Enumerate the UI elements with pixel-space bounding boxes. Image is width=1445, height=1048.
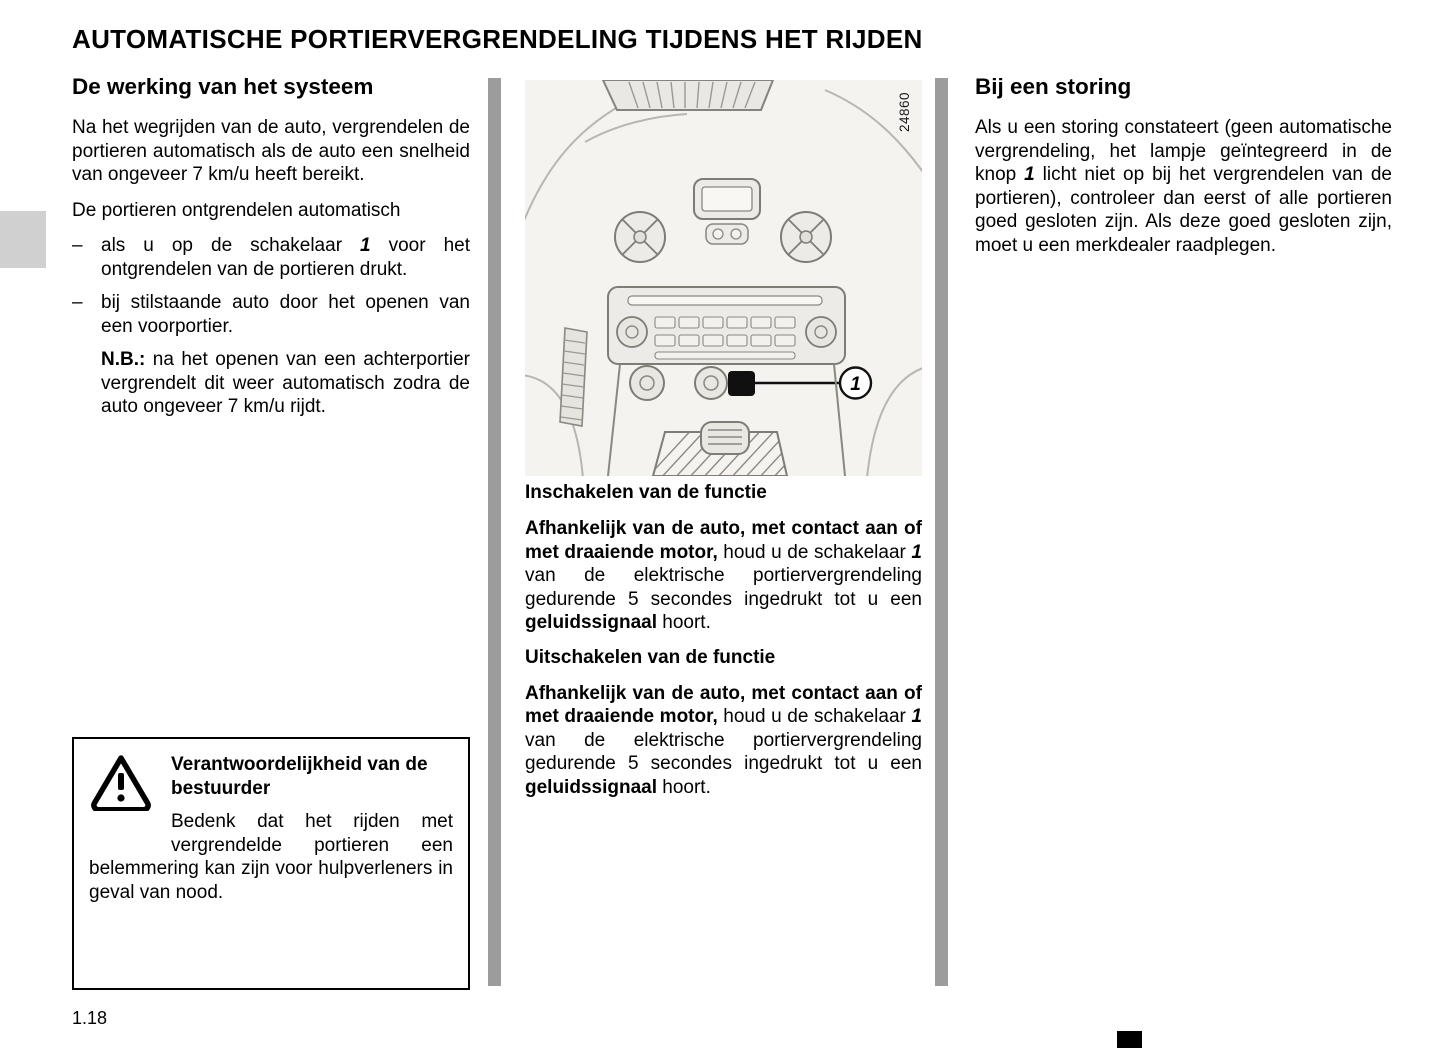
column-divider-right: [935, 78, 948, 986]
figure-background: [525, 80, 922, 476]
disable-text-2: van de elektrische portiervergrendeling gedurende 5 secondes ingedrukt tot u een: [525, 729, 922, 774]
figure-dashboard: [525, 80, 922, 476]
disable-text-1: houd u de schakelaar: [717, 706, 912, 727]
switch-number-ref: 1: [360, 235, 371, 256]
top-air-vent: [603, 80, 773, 110]
malfunction-text-pre: Als u een storing constateert (geen automatische vergrendeling, het lampje geïntegreerd in de knop: [975, 117, 1392, 185]
bullet-dash: –: [72, 235, 83, 256]
bullet-dash: –: [72, 292, 83, 313]
left-column: [72, 74, 470, 431]
section-heading-malfunction: Bij een storing: [975, 74, 1132, 99]
door-trim-strip: [560, 328, 587, 426]
switch-number-ref: 1: [911, 541, 922, 563]
subheading-disable: Uitschakelen van de functie: [525, 646, 776, 668]
figure-ref-number: 24860: [897, 91, 912, 132]
page-number: 1.18: [72, 1008, 108, 1028]
note-paragraph: [101, 348, 470, 419]
display-unit: [694, 179, 760, 219]
disable-bold-beep: geluidssignaal: [525, 776, 657, 798]
radio-right-knob: [806, 317, 836, 347]
enable-bold-condition: Afhankelijk van de auto, met contact aan of met draaiende motor,: [525, 518, 922, 563]
cd-slot: [628, 296, 822, 305]
enable-text-3: hoort.: [656, 612, 711, 633]
right-column: [975, 74, 1392, 269]
disable-bold-condition: Afhankelijk van de auto, met contact aan of met draaiende motor,: [525, 682, 922, 727]
warning-box: [72, 737, 470, 990]
note-label: N.B.:: [101, 349, 146, 370]
hazard-button-cluster: [706, 224, 748, 244]
bullet-switch-post: voor het ontgrendelen van de portieren drukt.: [101, 235, 470, 280]
section-tab-marker: [0, 211, 46, 268]
print-registration-mark: [1117, 1031, 1142, 1048]
bullet-switch-pre: als u op de schakelaar: [101, 235, 361, 256]
warning-text: Bedenk dat het rijden met vergrendelde portieren een belemmering kan zijn voor hulpverleners in geval van nood.: [89, 811, 453, 903]
callout-number: 1: [850, 374, 861, 395]
paragraph-enable: [525, 517, 922, 635]
central-locking-switch: [728, 371, 755, 396]
paragraph-disable: [525, 682, 922, 800]
paragraph-auto-lock: Na het wegrijden van de auto, vergrendelen de portieren automatisch als de auto een snelheid van ongeveer 7 km/u heeft bereikt.: [72, 117, 470, 185]
middle-column: [525, 482, 922, 811]
paragraph-unlock-intro: De portieren ontgrendelen automatisch: [72, 199, 401, 221]
bullet-item-switch: [72, 234, 470, 281]
enable-bold-beep: geluidssignaal: [525, 612, 657, 633]
switch-number-ref: 1: [1024, 164, 1035, 185]
paragraph-malfunction: [975, 116, 1392, 257]
bullet-item-front-door: [72, 291, 470, 338]
warning-heading: Verantwoordelijkheid van de bestuurder: [171, 754, 428, 799]
warning-triangle-icon: [89, 753, 171, 841]
section-heading-system-operation: De werking van het systeem: [72, 74, 374, 99]
malfunction-text-post: licht niet op bij het vergrendelen van de portieren), controleer dan eerst of alle portieren goed gesloten zijn. Als deze goed gesloten zijn, moet u een merkdealer raadplegen.: [975, 164, 1392, 256]
radio-unit: [608, 287, 845, 364]
page-title: AUTOMATISCHE PORTIERVERGRENDELING TIJDENS HET RIJDEN: [72, 24, 923, 54]
right-vent-dial: [781, 212, 831, 262]
bullet-switch-text: [101, 234, 470, 281]
bullet-front-door-text: bij stilstaande auto door het openen van een voorportier.: [101, 292, 470, 337]
column-divider-left: [488, 78, 501, 986]
enable-text-1: houd u de schakelaar: [717, 541, 912, 563]
enable-text-2: van de elektrische portiervergrendeling gedurende 5 secondes ingedrukt tot u een: [525, 565, 922, 610]
disable-text-3: hoort.: [656, 776, 711, 798]
note-text: na het openen van een achterportier vergrendelt dit weer automatisch zodra de auto ongeveer 7 km/u rijdt.: [101, 349, 470, 417]
dashboard-illustration: [525, 80, 922, 476]
radio-left-knob: [617, 317, 647, 347]
switch-number-ref: 1: [911, 706, 922, 727]
left-vent-dial: [615, 212, 665, 262]
subheading-enable: Inschakelen van de functie: [525, 482, 767, 503]
gear-knob: [701, 422, 749, 454]
note-block: [101, 348, 470, 419]
